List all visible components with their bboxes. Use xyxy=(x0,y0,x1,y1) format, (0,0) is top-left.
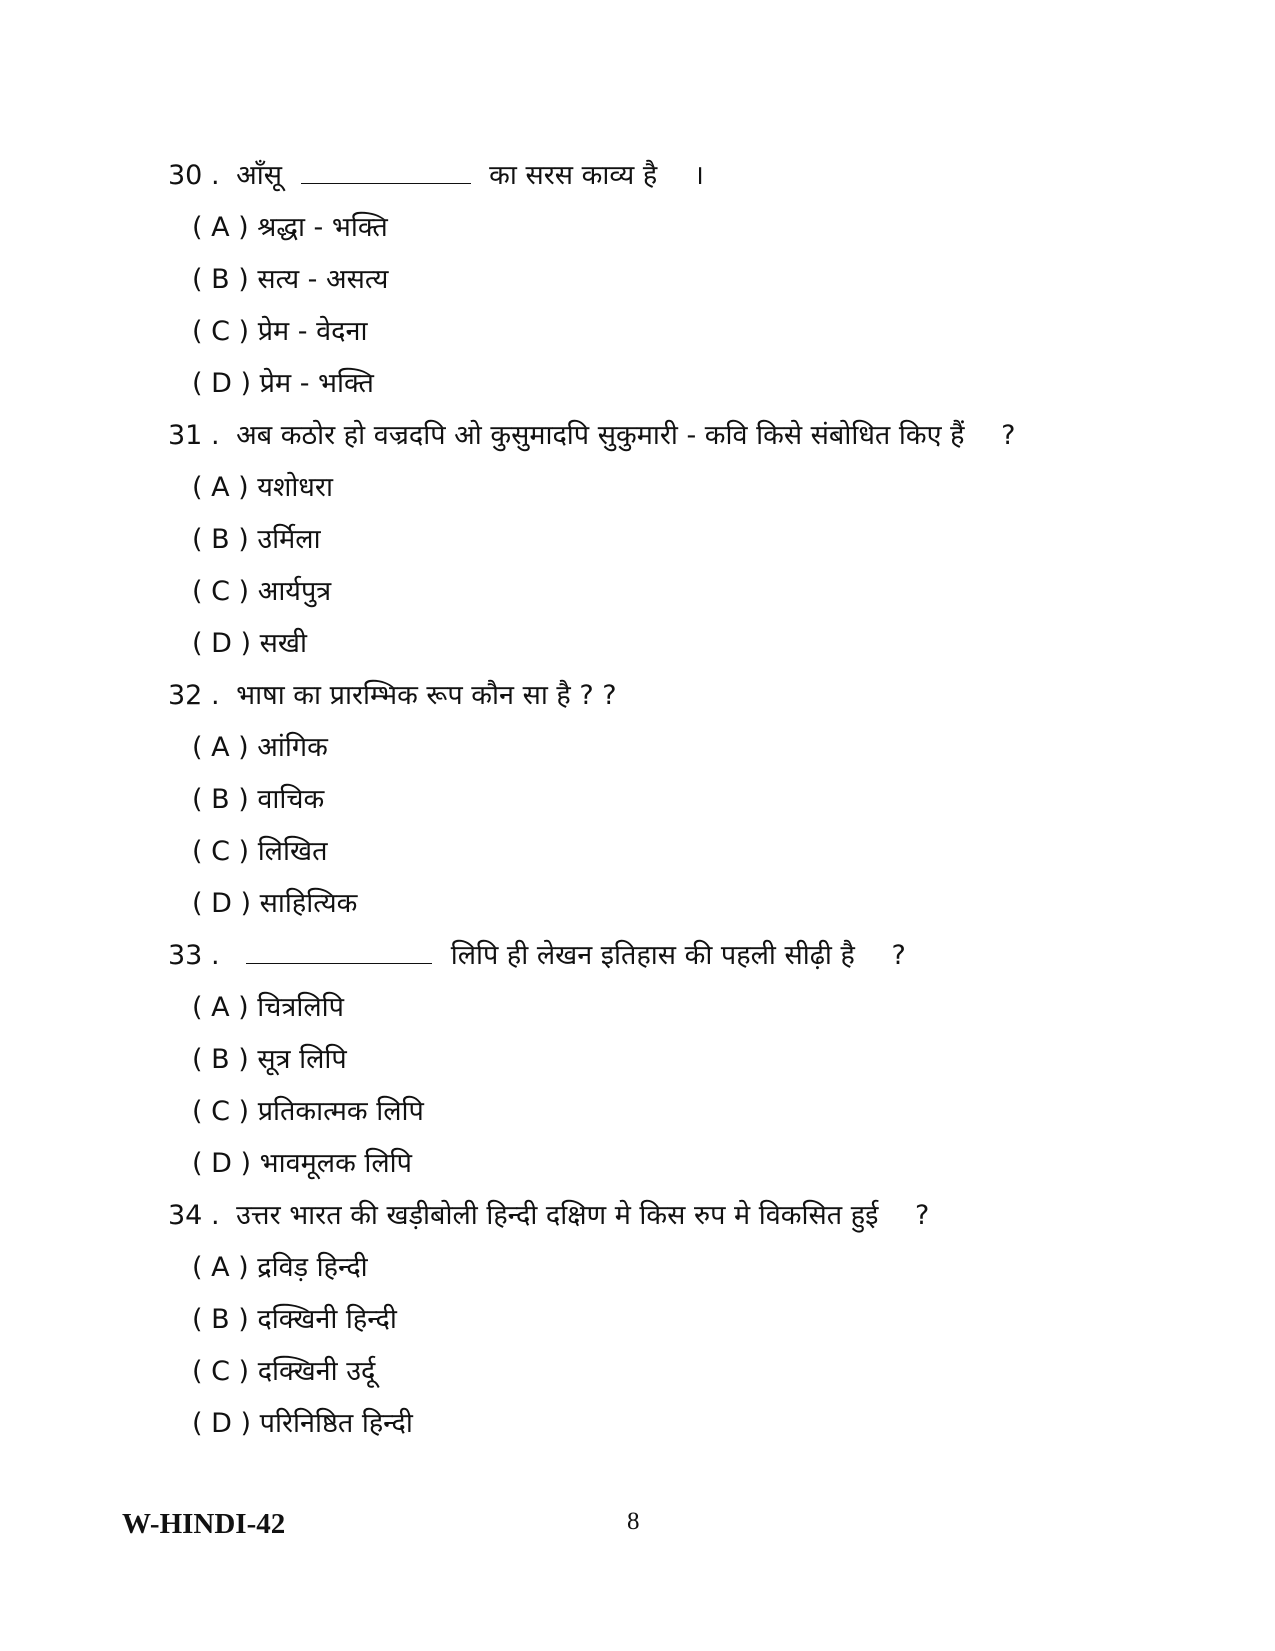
option-label: ( D ) xyxy=(192,368,252,399)
option-b xyxy=(168,1294,1168,1346)
option-d xyxy=(168,1138,1168,1190)
option-text: दक्खिनी उर्दू xyxy=(257,1356,376,1387)
option-c xyxy=(168,306,1168,358)
option-c xyxy=(168,1346,1168,1398)
option-text: परिनिष्ठित हिन्दी xyxy=(259,1408,413,1439)
option-text: साहित्यिक xyxy=(259,888,358,919)
question-number: 30 . xyxy=(168,160,220,191)
option-label: ( D ) xyxy=(192,628,252,659)
question-text-after-blank: लिपि ही लेखन इतिहास की पहली सीढ़ी है xyxy=(450,940,855,971)
option-a xyxy=(168,1242,1168,1294)
page-number: 8 xyxy=(627,1508,640,1535)
question-end-mark: ? xyxy=(1001,420,1016,451)
option-a xyxy=(168,982,1168,1034)
option-label: ( A ) xyxy=(192,212,249,243)
option-label: ( A ) xyxy=(192,732,249,763)
option-c xyxy=(168,1086,1168,1138)
option-b xyxy=(168,774,1168,826)
option-text: द्रविड़ हिन्दी xyxy=(257,1252,368,1283)
question-text-before-blank: आँसू xyxy=(236,160,282,191)
option-label: ( C ) xyxy=(192,316,250,347)
option-text: प्रतिकात्मक लिपि xyxy=(257,1096,424,1127)
option-d xyxy=(168,618,1168,670)
fill-in-blank xyxy=(301,159,471,184)
option-label: ( A ) xyxy=(192,992,249,1023)
option-text: उर्मिला xyxy=(257,524,321,555)
option-text: श्रद्धा - भक्ति xyxy=(257,212,388,243)
question-number: 32 . xyxy=(168,680,220,711)
question-32 xyxy=(168,670,1168,722)
option-label: ( D ) xyxy=(192,888,252,919)
option-text: दक्खिनी हिन्दी xyxy=(257,1304,397,1335)
option-text: प्रेम - वेदना xyxy=(257,316,368,347)
option-label: ( C ) xyxy=(192,1356,250,1387)
option-label: ( C ) xyxy=(192,576,250,607)
option-label: ( C ) xyxy=(192,1096,250,1127)
option-text: भावमूलक लिपि xyxy=(259,1148,413,1179)
question-text: भाषा का प्रारम्भिक रूप कौन सा है ? ? xyxy=(236,680,617,711)
fill-in-blank xyxy=(246,939,432,964)
option-text: सूत्र लिपि xyxy=(257,1044,347,1075)
option-label: ( D ) xyxy=(192,1408,252,1439)
option-text: यशोधरा xyxy=(257,472,333,503)
question-end-mark: । xyxy=(693,160,704,191)
option-label: ( B ) xyxy=(192,264,249,295)
option-label: ( B ) xyxy=(192,1044,249,1075)
option-d xyxy=(168,358,1168,410)
question-number: 33 . xyxy=(168,940,220,971)
option-text: प्रेम - भक्ति xyxy=(259,368,374,399)
option-c xyxy=(168,566,1168,618)
option-label: ( D ) xyxy=(192,1148,252,1179)
question-text: अब कठोर हो वज्रदपि ओ कुसुमादपि सुकुमारी - कवि किसे संबोधित किए हैं xyxy=(236,420,965,451)
option-text: लिखित xyxy=(257,836,328,867)
option-a xyxy=(168,462,1168,514)
option-text: आर्यपुत्र xyxy=(257,576,332,607)
option-d xyxy=(168,1398,1168,1450)
question-34 xyxy=(168,1190,1168,1242)
option-b xyxy=(168,254,1168,306)
option-b xyxy=(168,514,1168,566)
question-list xyxy=(168,150,1168,1450)
option-label: ( B ) xyxy=(192,1304,249,1335)
option-a xyxy=(168,202,1168,254)
option-label: ( C ) xyxy=(192,836,250,867)
option-b xyxy=(168,1034,1168,1086)
question-text: उत्तर भारत की खड़ीबोली हिन्दी दक्षिण मे किस रुप मे विकसित हुई xyxy=(236,1200,879,1231)
question-end-mark: ? xyxy=(891,940,906,971)
option-label: ( A ) xyxy=(192,472,249,503)
option-label: ( A ) xyxy=(192,1252,249,1283)
option-text: सत्य - असत्य xyxy=(257,264,389,295)
question-30 xyxy=(168,150,1168,202)
option-a xyxy=(168,722,1168,774)
option-text: आंगिक xyxy=(257,732,328,763)
option-text: वाचिक xyxy=(257,784,325,815)
question-text-after-blank: का सरस काव्य है xyxy=(489,160,658,191)
paper-code: W-HINDI-42 xyxy=(122,1508,286,1540)
option-d xyxy=(168,878,1168,930)
question-31 xyxy=(168,410,1168,462)
question-number: 34 . xyxy=(168,1200,220,1231)
question-number: 31 . xyxy=(168,420,220,451)
option-text: चित्रलिपि xyxy=(257,992,344,1023)
option-label: ( B ) xyxy=(192,524,249,555)
option-c xyxy=(168,826,1168,878)
option-text: सखी xyxy=(259,628,307,659)
question-end-mark: ? xyxy=(914,1200,930,1231)
question-33 xyxy=(168,930,1168,982)
option-label: ( B ) xyxy=(192,784,249,815)
